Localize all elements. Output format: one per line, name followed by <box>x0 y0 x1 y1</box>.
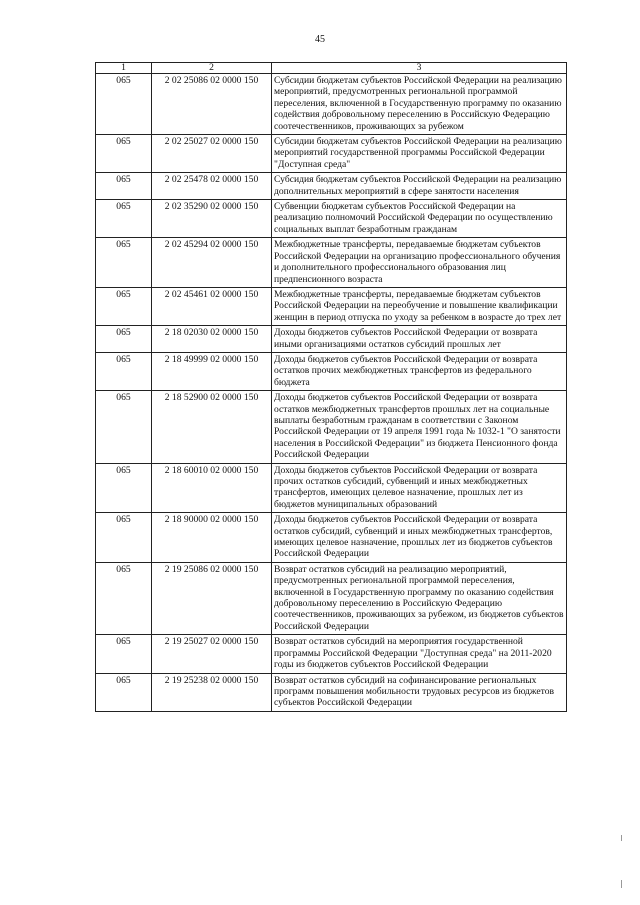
scan-edge-mark <box>621 880 622 888</box>
cell-admin-code: 065 <box>96 135 152 173</box>
table-row <box>96 463 567 513</box>
cell-budget-code: 2 02 25086 02 0000 150 <box>152 74 272 135</box>
cell-revenue-name: Доходы бюджетов субъектов Российской Федерации от возврата остатков прочих межбюджетных трансфертов из федерального бюджета <box>272 352 567 390</box>
table-row <box>96 238 567 288</box>
cell-revenue-name: Возврат остатков субсидий на мероприятия государственной программы Российской Федерации "Доступная среда" на 2011-2020 годы из бюджетов субъектов Российской Федерации <box>272 635 567 673</box>
column-header-3: 3 <box>272 63 567 74</box>
cell-revenue-name: Возврат остатков субсидий на софинансирование региональных программ повышения мобильности трудовых ресурсов из бюджетов субъектов Российской Федерации <box>272 673 567 711</box>
cell-revenue-name: Субсидии бюджетам субъектов Российской Федерации на реализацию мероприятий, предусмотренных региональной программой переселения, включенной в Государственную программу по оказанию содействия добровольному переселению в Российскую Федерацию соотечественников, проживающих за рубежом <box>272 74 567 135</box>
cell-admin-code: 065 <box>96 326 152 353</box>
cell-revenue-name: Возврат остатков субсидий на реализацию мероприятий, предусмотренных региональной программой переселения, включенной в Государственную программу по оказанию содействия добровольному переселению в Российскую Федерацию соотечественников, проживающих за рубежом, из бюджетов субъектов Российской Федерации <box>272 562 567 634</box>
cell-budget-code: 2 18 49999 02 0000 150 <box>152 352 272 390</box>
cell-budget-code: 2 18 60010 02 0000 150 <box>152 463 272 513</box>
cell-admin-code: 065 <box>96 238 152 288</box>
table-row <box>96 135 567 173</box>
cell-revenue-name: Субвенции бюджетам субъектов Российской Федерации на реализацию полномочий Российской Федерации по осуществлению социальных выплат безработным гражданам <box>272 200 567 238</box>
cell-budget-code: 2 19 25238 02 0000 150 <box>152 673 272 711</box>
cell-budget-code: 2 02 45294 02 0000 150 <box>152 238 272 288</box>
cell-revenue-name: Доходы бюджетов субъектов Российской Федерации от возврата остатков субсидий, субвенций и иных межбюджетных трансфертов, имеющих целевое назначение, прошлых лет из бюджетов субъектов Российской Федерации <box>272 513 567 563</box>
table-row <box>96 173 567 200</box>
cell-admin-code: 065 <box>96 673 152 711</box>
cell-revenue-name: Субсидии бюджетам субъектов Российской Федерации на реализацию мероприятий государственной программы Российской Федерации "Доступная среда" <box>272 135 567 173</box>
cell-revenue-name: Межбюджетные трансферты, передаваемые бюджетам субъектов Российской Федерации на переобучение и повышение квалификации женщин в период отпуска по уходу за ребенком в возрасте до трех лет <box>272 287 567 325</box>
cell-admin-code: 065 <box>96 352 152 390</box>
cell-budget-code: 2 02 45461 02 0000 150 <box>152 287 272 325</box>
cell-admin-code: 065 <box>96 287 152 325</box>
table-row <box>96 562 567 634</box>
header-row <box>96 63 567 74</box>
table-row <box>96 391 567 463</box>
cell-budget-code: 2 02 25478 02 0000 150 <box>152 173 272 200</box>
table-row <box>96 673 567 711</box>
cell-budget-code: 2 18 52900 02 0000 150 <box>152 391 272 463</box>
cell-budget-code: 2 19 25027 02 0000 150 <box>152 635 272 673</box>
cell-admin-code: 065 <box>96 635 152 673</box>
cell-budget-code: 2 18 90000 02 0000 150 <box>152 513 272 563</box>
cell-admin-code: 065 <box>96 463 152 513</box>
cell-admin-code: 065 <box>96 173 152 200</box>
cell-admin-code: 065 <box>96 200 152 238</box>
table-row <box>96 74 567 135</box>
table-row <box>96 200 567 238</box>
table-row <box>96 635 567 673</box>
column-header-2: 2 <box>152 63 272 74</box>
cell-admin-code: 065 <box>96 391 152 463</box>
table-row <box>96 352 567 390</box>
page-number: 45 <box>315 34 325 45</box>
cell-revenue-name: Доходы бюджетов субъектов Российской Федерации от возврата прочих остатков субсидий, субвенций и иных межбюджетных трансфертов, имеющих целевое назначение, прошлых лет из бюджетов муниципальных образований <box>272 463 567 513</box>
revenue-codes-table <box>95 62 567 712</box>
cell-revenue-name: Доходы бюджетов субъектов Российской Федерации от возврата остатков межбюджетных трансфертов прошлых лет на социальные выплаты безработным гражданам в соответствии с Законом Российской Федерации от 19 апреля 1991 года № 1032-1 "О занятости населения в Российской Федерации" из бюджета Пенсионного фонда Российской Федерации <box>272 391 567 463</box>
cell-revenue-name: Субсидия бюджетам субъектов Российской Федерации на реализацию дополнительных мероприятий в сфере занятости населения <box>272 173 567 200</box>
table-body <box>96 74 567 712</box>
cell-admin-code: 065 <box>96 562 152 634</box>
table-row <box>96 513 567 563</box>
table-row <box>96 326 567 353</box>
cell-revenue-name: Межбюджетные трансферты, передаваемые бюджетам субъектов Российской Федерации на организацию профессионального обучения и дополнительного профессионального образования лиц предпенсионного возраста <box>272 238 567 288</box>
column-header-1: 1 <box>96 63 152 74</box>
cell-budget-code: 2 18 02030 02 0000 150 <box>152 326 272 353</box>
cell-admin-code: 065 <box>96 74 152 135</box>
cell-budget-code: 2 02 25027 02 0000 150 <box>152 135 272 173</box>
table-row <box>96 287 567 325</box>
cell-revenue-name: Доходы бюджетов субъектов Российской Федерации от возврата иными организациями остатков субсидий прошлых лет <box>272 326 567 353</box>
cell-budget-code: 2 19 25086 02 0000 150 <box>152 562 272 634</box>
cell-budget-code: 2 02 35290 02 0000 150 <box>152 200 272 238</box>
scan-edge-mark <box>621 835 622 841</box>
cell-admin-code: 065 <box>96 513 152 563</box>
